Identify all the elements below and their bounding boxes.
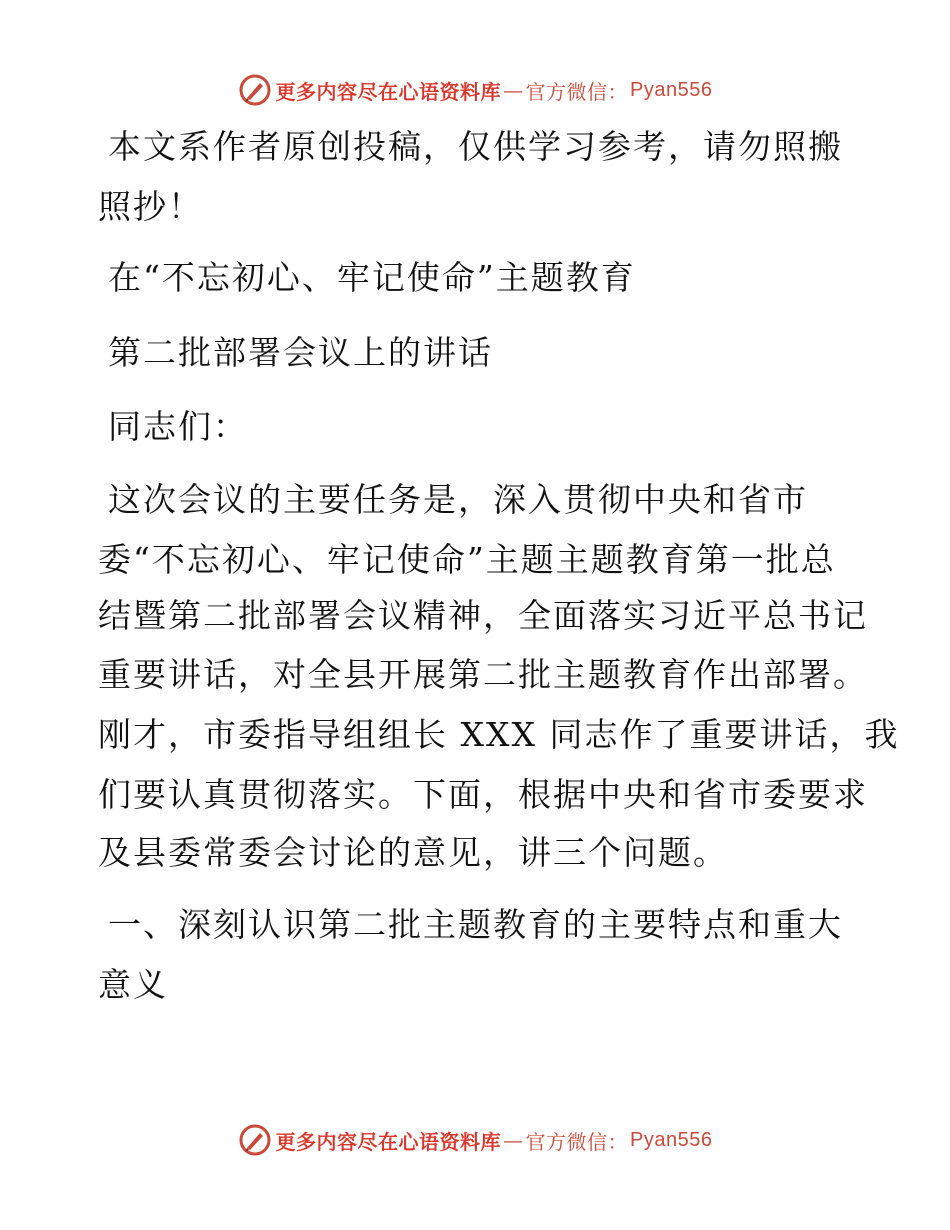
paragraph-line-7: 及县委常委会讨论的意见，讲三个问题。 — [98, 833, 728, 872]
salutation: 同志们： — [108, 407, 248, 446]
paragraph-line-3: 结暨第二批部署会议精神，全面落实习近平总书记 — [98, 596, 868, 635]
watermark-wechat-id: Pyan556 — [630, 78, 713, 101]
watermark-separator: — — [503, 1128, 524, 1152]
watermark-separator: — — [503, 78, 524, 102]
watermark-wechat-id: Pyan556 — [630, 1128, 713, 1151]
paragraph-line-6: 们要认真贯彻落实。下面，根据中央和省市委要求 — [98, 775, 868, 814]
notice-line-2: 照抄！ — [98, 187, 203, 226]
pen-logo-icon — [238, 1123, 272, 1157]
watermark-wechat-label: 官方微信： — [525, 1129, 629, 1154]
watermark-text — [276, 76, 713, 105]
watermark-text — [276, 1126, 713, 1155]
title-line-1: 在“不忘初心、牢记使命”主题教育 — [108, 258, 636, 297]
footer-watermark-banner — [0, 1120, 950, 1160]
pen-logo-icon — [238, 73, 272, 107]
paragraph-line-2: 委“不忘初心、牢记使命”主题主题教育第一批总 — [98, 540, 836, 579]
watermark-wechat-label: 官方微信： — [525, 79, 629, 104]
paragraph-line-5: 刚才，市委指导组组长 XXX 同志作了重要讲话，我 — [98, 715, 900, 754]
watermark-main-text: 更多内容尽在心语资料库 — [275, 1129, 502, 1154]
watermark-main-text: 更多内容尽在心语资料库 — [275, 79, 502, 104]
section-heading-line-2: 意义 — [98, 965, 168, 1004]
section-heading-line-1: 一、深刻认识第二批主题教育的主要特点和重大 — [108, 905, 843, 944]
header-watermark-banner — [0, 70, 950, 110]
paragraph-line-1: 这次会议的主要任务是，深入贯彻中央和省市 — [108, 480, 808, 519]
notice-line-1: 本文系作者原创投稿，仅供学习参考，请勿照搬 — [108, 127, 843, 166]
paragraph-line-4: 重要讲话，对全县开展第二批主题教育作出部署。 — [98, 655, 868, 694]
title-line-2: 第二批部署会议上的讲话 — [108, 333, 493, 372]
